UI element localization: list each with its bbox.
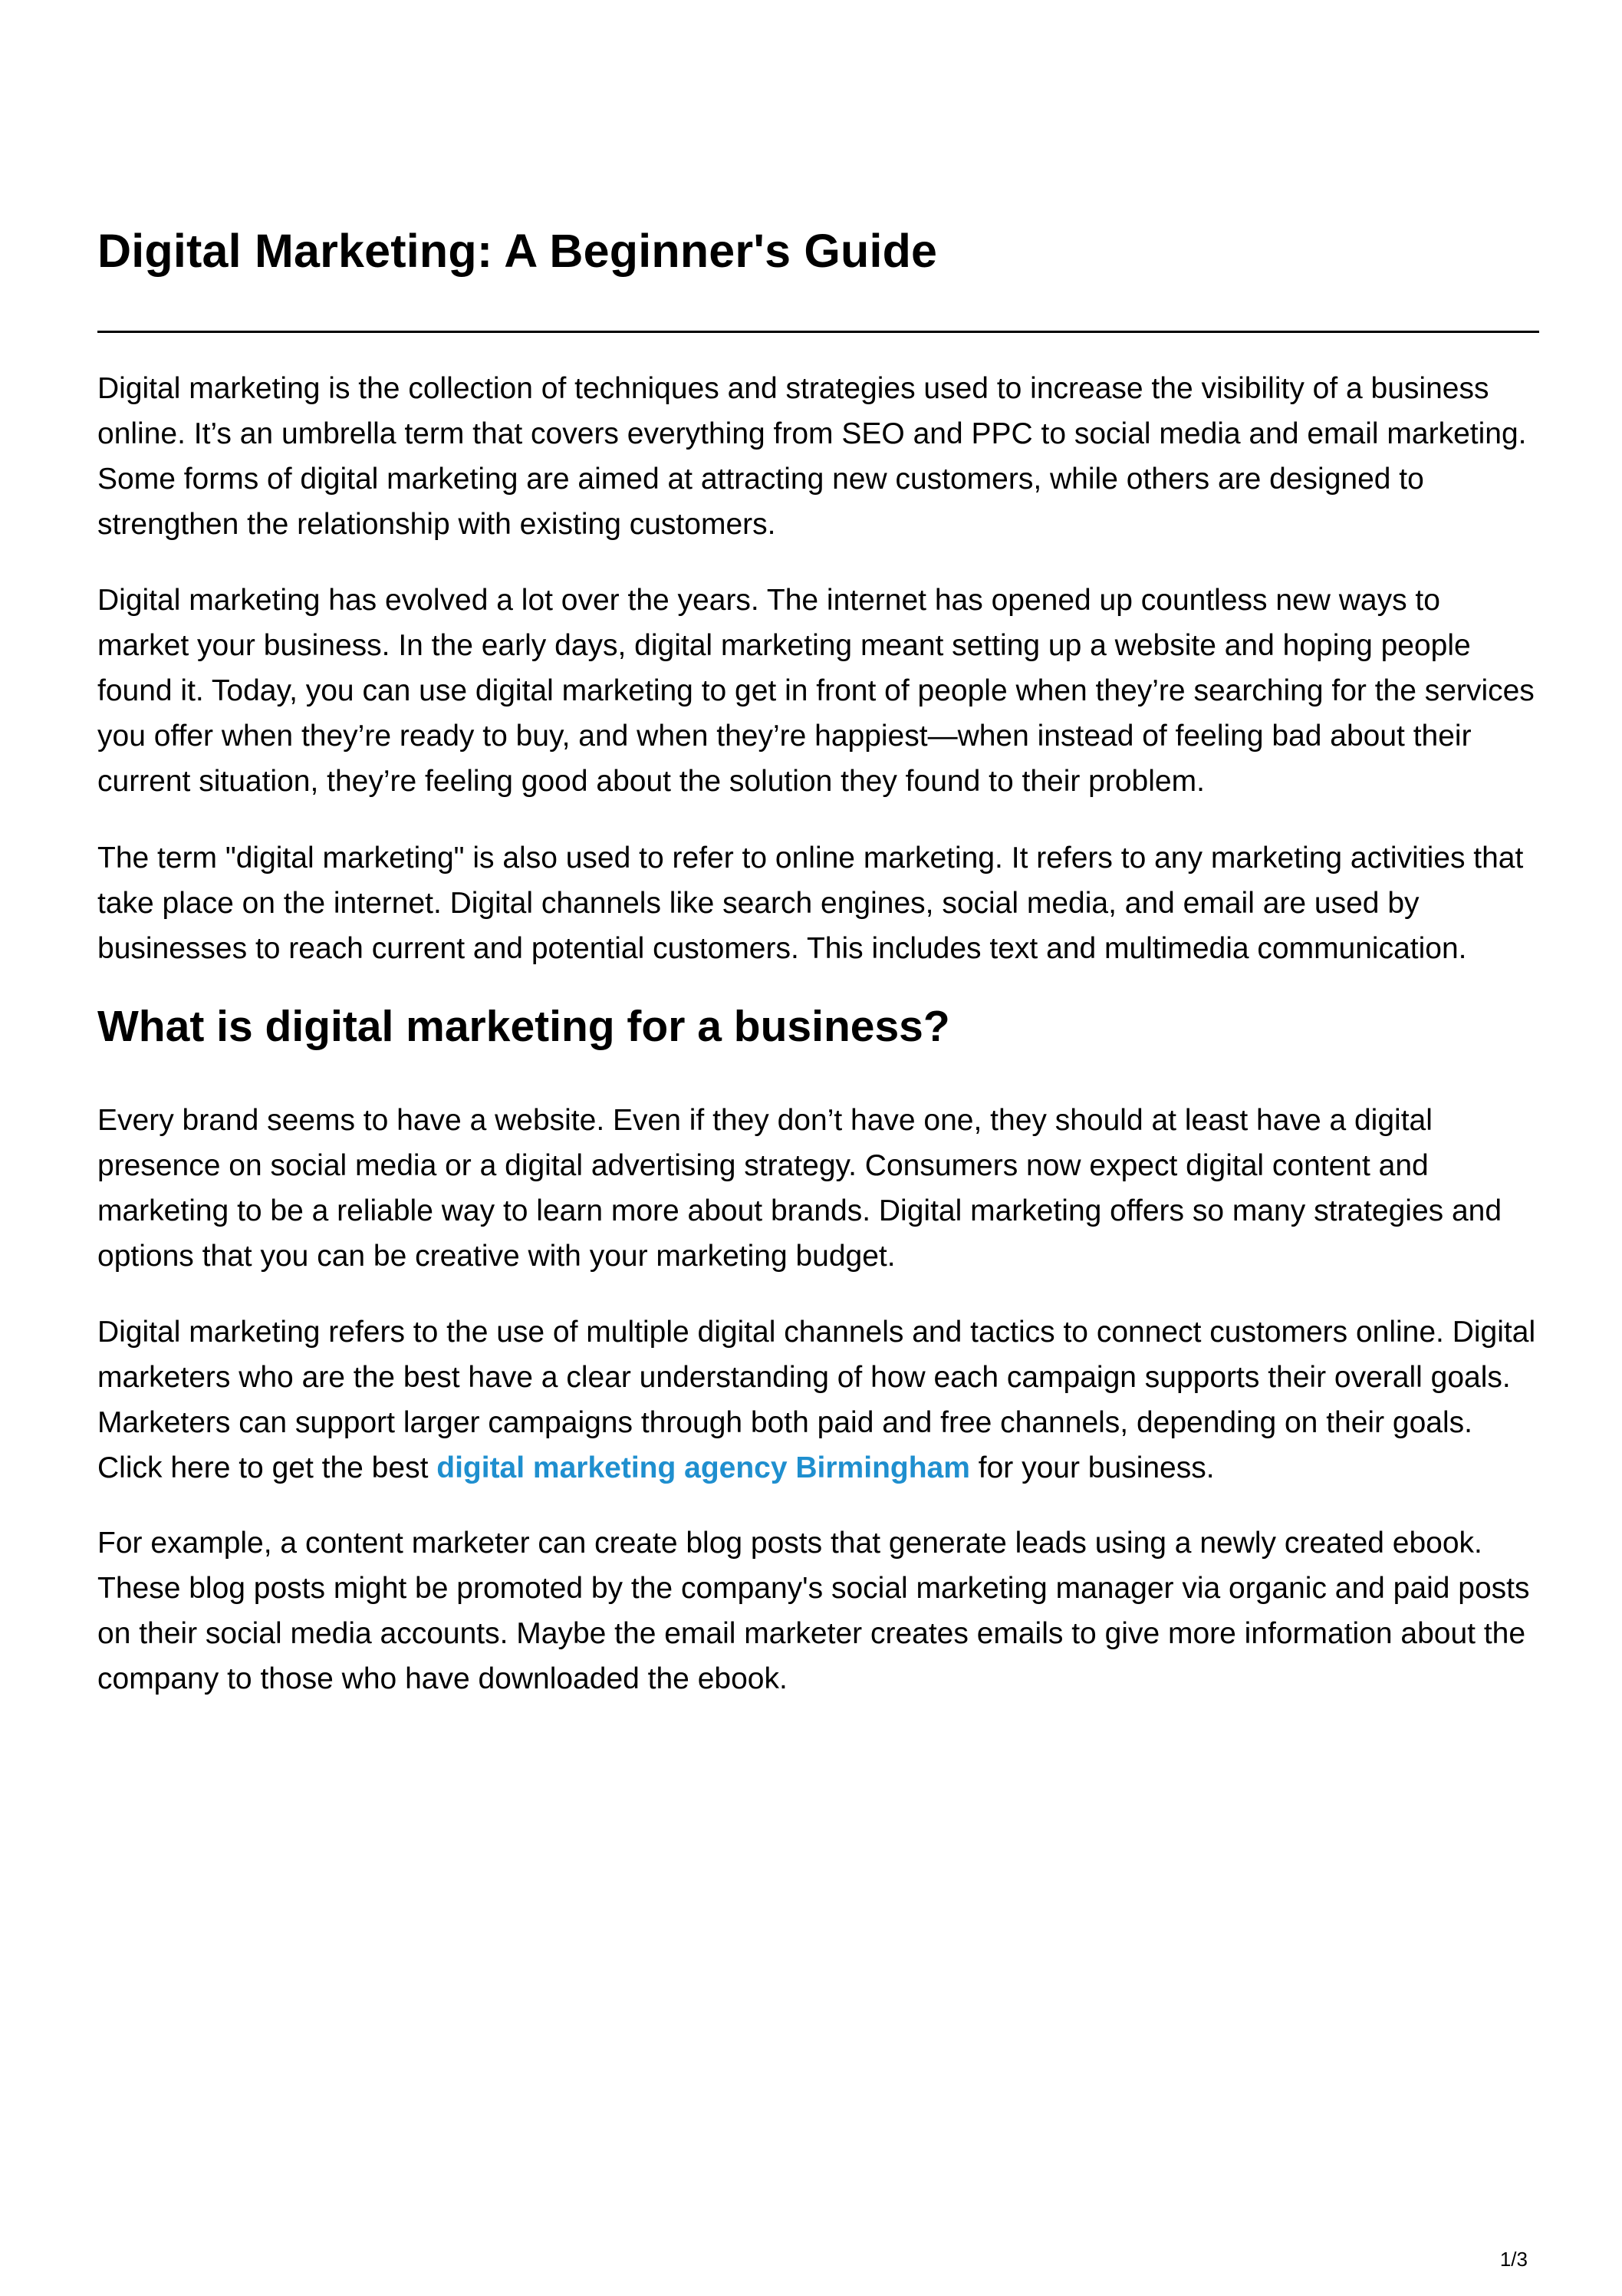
page-title: Digital Marketing: A Beginner's Guide [97, 225, 938, 277]
agency-link[interactable]: digital marketing agency Birmingham [436, 1451, 970, 1484]
section-paragraph-1: Every brand seems to have a website. Even if they don’t have one, they should at least have a digital presence on social media or a digital advertising strategy. Consumers now expect digital content and marketing to be a reliable way to learn more about brands. Digital marketing offers so many strategies and options that you can be creative with your marketing budget. [97, 1104, 1502, 1273]
intro-paragraph-1: Digital marketing is the collection of techniques and strategies used to increase the visibility of a business online. It’s an umbrella term that covers everything from SEO and PPC to social media and email marketing. Some forms of digital marketing are aimed at attracting new customers, while others are designed to strengthen the relationship with existing customers. [97, 372, 1527, 541]
intro-paragraph-2: Digital marketing has evolved a lot over the years. The internet has opened up countless new ways to market your business. In the early days, digital marketing meant setting up a website and hoping people found it. Today, you can use digital marketing to get in front of people when they’re searching for the services you offer when they’re ready to buy, and when they’re happiest—when instead of feeling bad about their current situation, they’re feeling good about the solution they found to their problem. [97, 584, 1535, 798]
title-divider [97, 331, 1539, 333]
page-number: 1/3 [1499, 2248, 1528, 2271]
section-paragraph-3: For example, a content marketer can create blog posts that generate leads using a newly created ebook. These blog posts might be promoted by the company's social marketing manager via organic and paid posts on their social media accounts. Maybe the email marketer creates emails to give more information about the company to those who have downloaded the ebook. [97, 1527, 1530, 1695]
link-paragraph-before: Digital marketing refers to the use of multiple digital channels and tactics to connect customers online. Digital marketers who are the best have a clear understanding of how each campaign supports their overall goals. Marketers can support larger campaigns through both paid and free channels, depending on their goals. Click here to get the best [97, 1316, 1536, 1484]
section-paragraph-2 [97, 1309, 1539, 1491]
intro-paragraph-3: The term "digital marketing" is also used to refer to online marketing. It refers to any marketing activities that take place on the internet. Digital channels like search engines, social media, and email are used by businesses to reach current and potential customers. This includes text and multimedia communication. [97, 842, 1524, 965]
link-paragraph-after: for your business. [969, 1451, 1215, 1484]
section-heading: What is digital marketing for a business? [97, 1002, 950, 1051]
